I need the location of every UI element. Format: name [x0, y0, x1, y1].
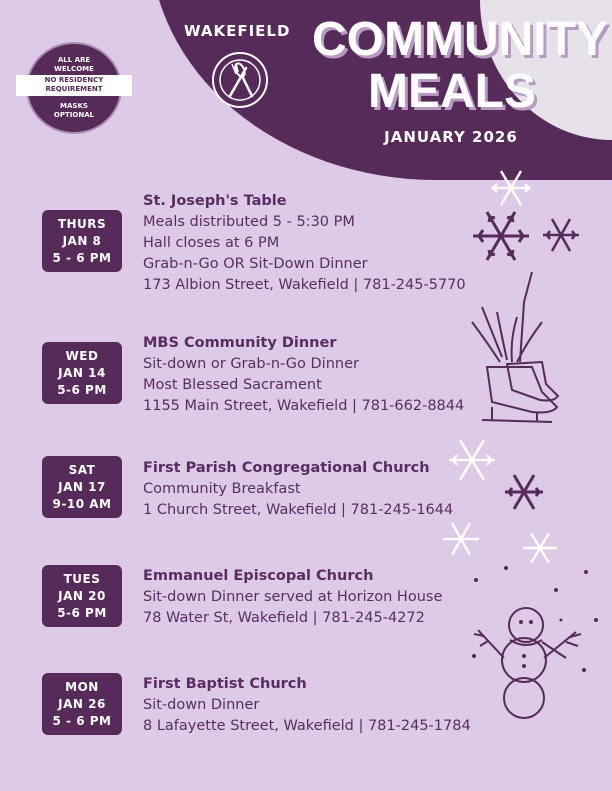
event-line: Sit-down Dinner served at Horizon House	[143, 589, 443, 605]
event-day: THURS	[57, 216, 107, 231]
event-date-badge	[42, 456, 122, 518]
event-line: Sit-down Dinner	[143, 697, 260, 713]
badge-line1a: ALL ARE	[57, 56, 91, 64]
event-line: Meals distributed 5 - 5:30 PM	[143, 214, 355, 230]
event-date-badge	[42, 210, 122, 272]
event-date-badge	[42, 342, 122, 404]
badge-line2a: NO RESIDENCY	[44, 76, 104, 84]
event-date: JAN 14	[58, 365, 106, 380]
event-time: 5 - 6 PM	[52, 250, 112, 265]
event-address: 1 Church Street, Wakefield | 781-245-1644	[143, 502, 454, 518]
snowflake-icon	[502, 470, 546, 514]
event-address: 78 Water St, Wakefield | 781-245-4272	[143, 610, 425, 626]
month-label: JANUARY 2026	[384, 128, 518, 146]
badge-masks	[28, 102, 120, 120]
event-details	[143, 458, 453, 521]
snowflake-icon	[470, 205, 532, 267]
event-name: St. Joseph's Table	[143, 193, 287, 209]
event-day: MON	[65, 679, 99, 694]
event-line: Community Breakfast	[143, 481, 301, 497]
event-line: Most Blessed Sacrament	[143, 377, 322, 393]
ice-skates-icon	[462, 262, 562, 437]
event-line: Grab-n-Go OR Sit-Down Dinner	[143, 256, 368, 272]
badge-line3b: OPTIONAL	[53, 111, 95, 119]
event-details	[143, 333, 464, 417]
badge-line2b: REQUIREMENT	[45, 85, 103, 93]
event-date: JAN 17	[58, 479, 106, 494]
event-date-badge	[42, 565, 122, 627]
snowflake-icon	[540, 214, 582, 256]
event-details	[143, 191, 466, 296]
badge-line1b: WELCOME	[54, 65, 94, 73]
title-line2: MEALS	[368, 65, 536, 118]
event-time: 5 - 6 PM	[52, 713, 112, 728]
event-name: First Parish Congregational Church	[143, 460, 430, 476]
event-name: MBS Community Dinner	[143, 335, 337, 351]
event-line: Hall closes at 6 PM	[143, 235, 280, 251]
badge-welcome	[28, 56, 120, 74]
event-date: JAN 26	[58, 696, 106, 711]
welcome-badge	[26, 42, 122, 134]
event-date-badge	[42, 673, 122, 735]
event-details	[143, 566, 442, 629]
event-time: 5-6 PM	[57, 382, 107, 397]
snowflake-icon	[440, 518, 482, 560]
badge-line3a: MASKS	[60, 102, 88, 110]
title-line1: COMMUNITY	[312, 13, 608, 66]
event-time: 9-10 AM	[52, 496, 112, 511]
page-title	[312, 13, 608, 118]
event-date: JAN 8	[62, 233, 102, 248]
event-day: TUES	[63, 571, 101, 586]
snowman-icon	[466, 560, 606, 720]
event-line: Sit-down or Grab-n-Go Dinner	[143, 356, 359, 372]
event-address: 173 Albion Street, Wakefield | 781-245-5770	[143, 277, 466, 293]
event-day: SAT	[68, 462, 96, 477]
event-address: 1155 Main Street, Wakefield | 781-662-8844	[143, 398, 465, 414]
snowflake-icon	[446, 434, 498, 486]
event-address: 8 Lafayette Street, Wakefield | 781-245-1784	[143, 718, 471, 734]
plate-utensils-icon	[210, 50, 270, 110]
event-name: First Baptist Church	[143, 676, 307, 692]
event-name: Emmanuel Episcopal Church	[143, 568, 374, 584]
event-details	[143, 674, 471, 737]
event-time: 5-6 PM	[57, 605, 107, 620]
event-day: WED	[65, 348, 99, 363]
event-date: JAN 20	[58, 588, 106, 603]
town-name: WAKEFIELD	[184, 22, 291, 40]
badge-residency	[16, 75, 132, 96]
